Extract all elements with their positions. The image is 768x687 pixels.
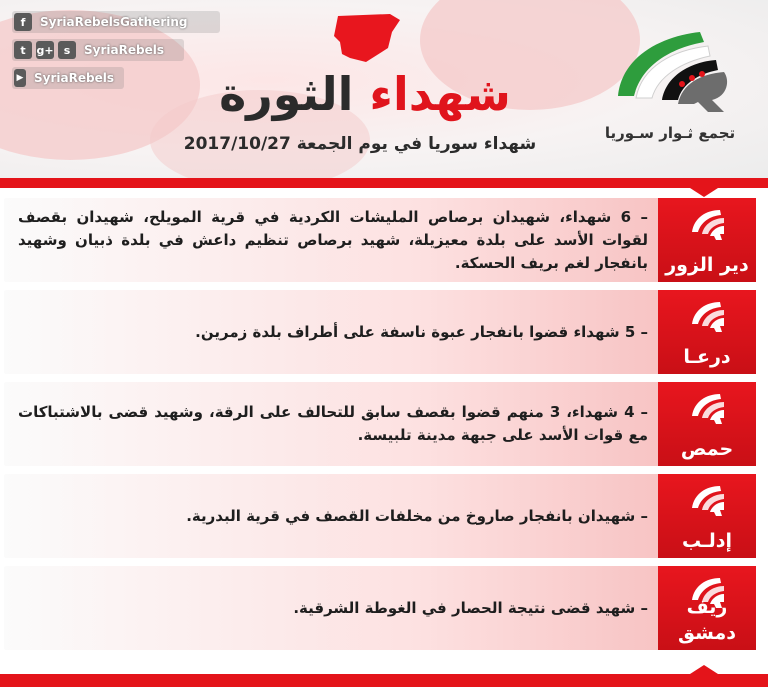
divider-notch bbox=[690, 188, 718, 197]
google-plus-icon[interactable]: g+ bbox=[36, 41, 54, 59]
top-divider bbox=[0, 178, 768, 188]
social-facebook[interactable] bbox=[12, 11, 220, 33]
page-title bbox=[210, 66, 520, 122]
region-label: دير الزور bbox=[665, 254, 749, 276]
bottom-divider bbox=[0, 674, 768, 687]
rebels-mini-logo-icon bbox=[688, 298, 726, 334]
entry-text: – 4 شهداء، 3 منهم قضوا بقصف سابق للتحالف على الرقة، وشهيد قضى بالاشتباكات مع قوات الأسد على جبهة مدينة تلبيسة. bbox=[18, 403, 648, 444]
title-word-revolution: الثورة bbox=[219, 67, 354, 121]
syrian-rebels-logo bbox=[612, 26, 732, 116]
region-label: ريف دمشق bbox=[678, 596, 736, 644]
facebook-icon: f bbox=[14, 13, 32, 31]
region-tag bbox=[658, 566, 756, 650]
syria-map-icon bbox=[330, 14, 402, 66]
rebels-mini-logo-icon bbox=[688, 206, 726, 242]
region-tag bbox=[658, 290, 756, 374]
twitter-handle: SyriaRebels bbox=[84, 43, 164, 57]
entry-row bbox=[4, 198, 756, 282]
entry-text: – 5 شهداء قضوا بانفجار عبوة ناسفة على أطراف بلدة زمرين. bbox=[195, 322, 648, 341]
social-twitter-google-soundcloud[interactable] bbox=[12, 39, 184, 61]
region-tag bbox=[658, 474, 756, 558]
rebels-mini-logo-icon bbox=[688, 482, 726, 518]
youtube-icon: ▶ bbox=[14, 69, 26, 87]
youtube-handle: SyriaRebels bbox=[34, 71, 114, 85]
entry-row bbox=[4, 290, 756, 374]
title-word-martyrs: شهداء bbox=[369, 67, 511, 121]
entry-text: – شهيدان بانفجار صاروخ من مخلفات القصف في قرية البدرية. bbox=[186, 506, 648, 525]
entry-text: – 6 شهداء، شهيدان برصاص المليشات الكردية في قرية المويلح، شهيدان بقصف لقوات الأسد على بلدة معيزيلة، شهيد برصاص تنظيم داعش في بلدة ذبيان وشهيد بانفجار لغم بريف الحسكة. bbox=[18, 207, 648, 272]
region-tag bbox=[658, 198, 756, 282]
region-tag bbox=[658, 382, 756, 466]
entry-row bbox=[4, 566, 756, 650]
facebook-handle: SyriaRebelsGathering bbox=[40, 15, 188, 29]
entry-row bbox=[4, 474, 756, 558]
logo-caption: تجمع ثـوار سـوريا bbox=[604, 124, 736, 142]
entry-text: – شهيد قضى نتيجة الحصار في الغوطة الشرقية. bbox=[293, 598, 648, 617]
region-label: درعـا bbox=[683, 346, 731, 368]
social-youtube[interactable] bbox=[12, 67, 124, 89]
divider-notch bbox=[690, 665, 718, 674]
twitter-icon[interactable]: t bbox=[14, 41, 32, 59]
header-banner bbox=[0, 0, 768, 178]
region-label: إدلـب bbox=[681, 530, 732, 552]
region-label: حمص bbox=[680, 438, 734, 460]
page-subtitle: شهداء سوريا في يوم الجمعة 2017/10/27 bbox=[183, 134, 537, 154]
entry-row bbox=[4, 382, 756, 466]
rebels-mini-logo-icon bbox=[688, 390, 726, 426]
skype-icon[interactable]: s bbox=[58, 41, 76, 59]
